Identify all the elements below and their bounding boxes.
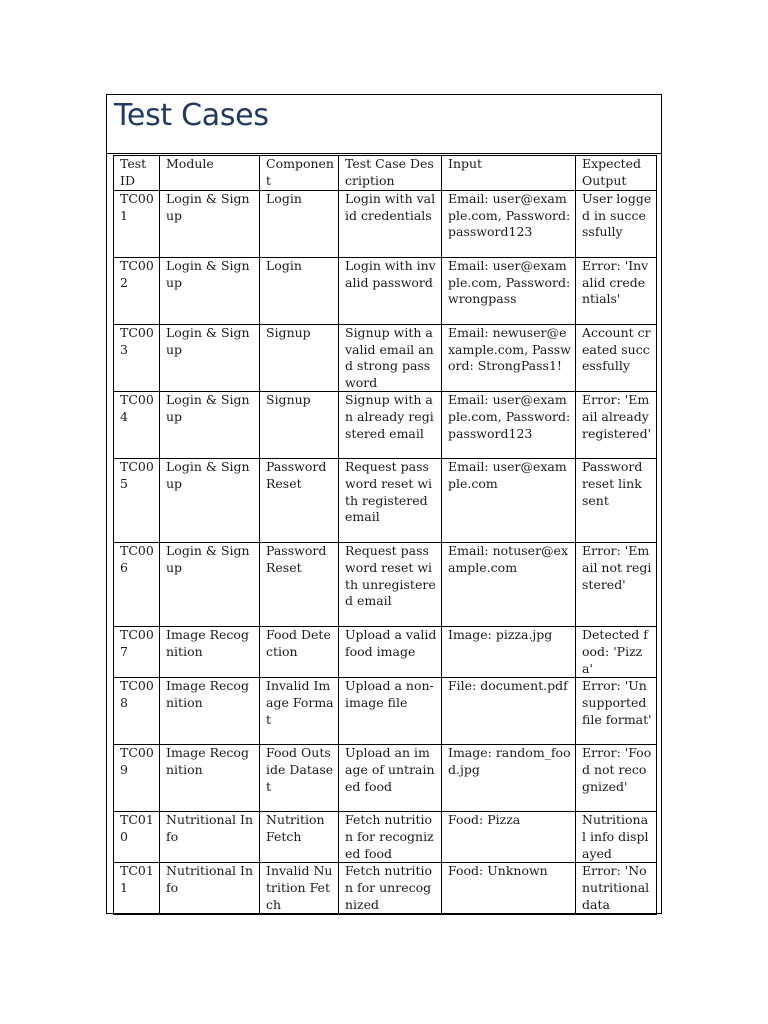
cell-test-id: TC006	[114, 543, 160, 627]
cell-module: Login & Signup	[160, 325, 260, 392]
cell-test-id: TC010	[114, 812, 160, 863]
cell-expected-output: Error: 'Unsupported file format'	[576, 678, 657, 745]
cell-module: Nutritional Info	[160, 812, 260, 863]
cell-component: Login	[260, 191, 339, 258]
cell-test-id: TC005	[114, 459, 160, 543]
cell-expected-output: Account created successfully	[576, 325, 657, 392]
header-input: Input	[442, 156, 576, 191]
cell-expected-output: Error: 'Email not registered'	[576, 543, 657, 627]
cell-expected-output: User logged in successfully	[576, 191, 657, 258]
cell-expected-output: Error: 'Food not recognized'	[576, 745, 657, 812]
cell-test-id: TC008	[114, 678, 160, 745]
cell-test-id: TC011	[114, 863, 160, 914]
document-title: Test Cases	[114, 98, 269, 133]
title-divider	[106, 153, 662, 154]
cell-input: Email: notuser@example.com	[442, 543, 576, 627]
header-component: Component	[260, 156, 339, 191]
table-row	[114, 325, 657, 392]
cell-test-id: TC002	[114, 258, 160, 325]
table-row	[114, 191, 657, 258]
cell-description: Fetch nutrition for recognized food	[339, 812, 442, 863]
cell-component: Invalid Nutrition Fetch	[260, 863, 339, 914]
cell-test-id: TC001	[114, 191, 160, 258]
table-row	[114, 459, 657, 543]
cell-input: Food: Unknown	[442, 863, 576, 914]
cell-description: Signup with an already registered email	[339, 392, 442, 459]
cell-input: Food: Pizza	[442, 812, 576, 863]
cell-test-id: TC004	[114, 392, 160, 459]
cell-module: Login & Signup	[160, 392, 260, 459]
cell-expected-output: Error: 'Invalid credentials'	[576, 258, 657, 325]
cell-component: Food Outside Dataset	[260, 745, 339, 812]
cell-test-id: TC003	[114, 325, 160, 392]
cell-expected-output: Detected food: 'Pizza'	[576, 627, 657, 678]
cell-module: Login & Signup	[160, 543, 260, 627]
cell-component: Food Detection	[260, 627, 339, 678]
cell-component: Signup	[260, 325, 339, 392]
cell-component: Login	[260, 258, 339, 325]
cell-module: Nutritional Info	[160, 863, 260, 914]
table-row	[114, 392, 657, 459]
cell-component: Password Reset	[260, 543, 339, 627]
cell-module: Image Recognition	[160, 627, 260, 678]
cell-component: Signup	[260, 392, 339, 459]
table-row	[114, 258, 657, 325]
cell-module: Image Recognition	[160, 745, 260, 812]
cell-expected-output: Error: 'No nutritional data	[576, 863, 657, 914]
cell-description: Request password reset with registered email	[339, 459, 442, 543]
cell-description: Request password reset with unregistered email	[339, 543, 442, 627]
cell-expected-output: Error: 'Email already registered'	[576, 392, 657, 459]
cell-input: Email: newuser@example.com, Password: StrongPass1!	[442, 325, 576, 392]
header-expected-output: Expected Output	[576, 156, 657, 191]
cell-component: Password Reset	[260, 459, 339, 543]
cell-description: Fetch nutrition for unrecognized	[339, 863, 442, 914]
cell-test-id: TC007	[114, 627, 160, 678]
cell-input: Email: user@example.com, Password: password123	[442, 392, 576, 459]
cell-module: Login & Signup	[160, 459, 260, 543]
cell-description: Upload an image of untrained food	[339, 745, 442, 812]
cell-description: Signup with a valid email and strong password	[339, 325, 442, 392]
table-row	[114, 745, 657, 812]
cell-component: Nutrition Fetch	[260, 812, 339, 863]
cell-input: Image: pizza.jpg	[442, 627, 576, 678]
table-header-row	[114, 156, 657, 191]
cell-module: Image Recognition	[160, 678, 260, 745]
cell-component: Invalid Image Format	[260, 678, 339, 745]
header-description: Test Case Description	[339, 156, 442, 191]
cell-description: Upload a non-image file	[339, 678, 442, 745]
cell-input: Email: user@example.com, Password: password123	[442, 191, 576, 258]
cell-description: Upload a valid food image	[339, 627, 442, 678]
header-module: Module	[160, 156, 260, 191]
cell-input: Image: random_food.jpg	[442, 745, 576, 812]
cell-description: Login with valid credentials	[339, 191, 442, 258]
cell-input: Email: user@example.com	[442, 459, 576, 543]
cell-module: Login & Signup	[160, 258, 260, 325]
cell-module: Login & Signup	[160, 191, 260, 258]
table-row	[114, 627, 657, 678]
table-row	[114, 678, 657, 745]
cell-input: Email: user@example.com, Password: wrongpass	[442, 258, 576, 325]
cell-test-id: TC009	[114, 745, 160, 812]
header-test-id: Test ID	[114, 156, 160, 191]
test-cases-table	[113, 155, 657, 915]
cell-input: File: document.pdf	[442, 678, 576, 745]
table-row	[114, 863, 657, 914]
cell-expected-output: Password reset link sent	[576, 459, 657, 543]
cell-description: Login with invalid password	[339, 258, 442, 325]
table-row	[114, 543, 657, 627]
table-row	[114, 812, 657, 863]
cell-expected-output: Nutritional info displayed	[576, 812, 657, 863]
